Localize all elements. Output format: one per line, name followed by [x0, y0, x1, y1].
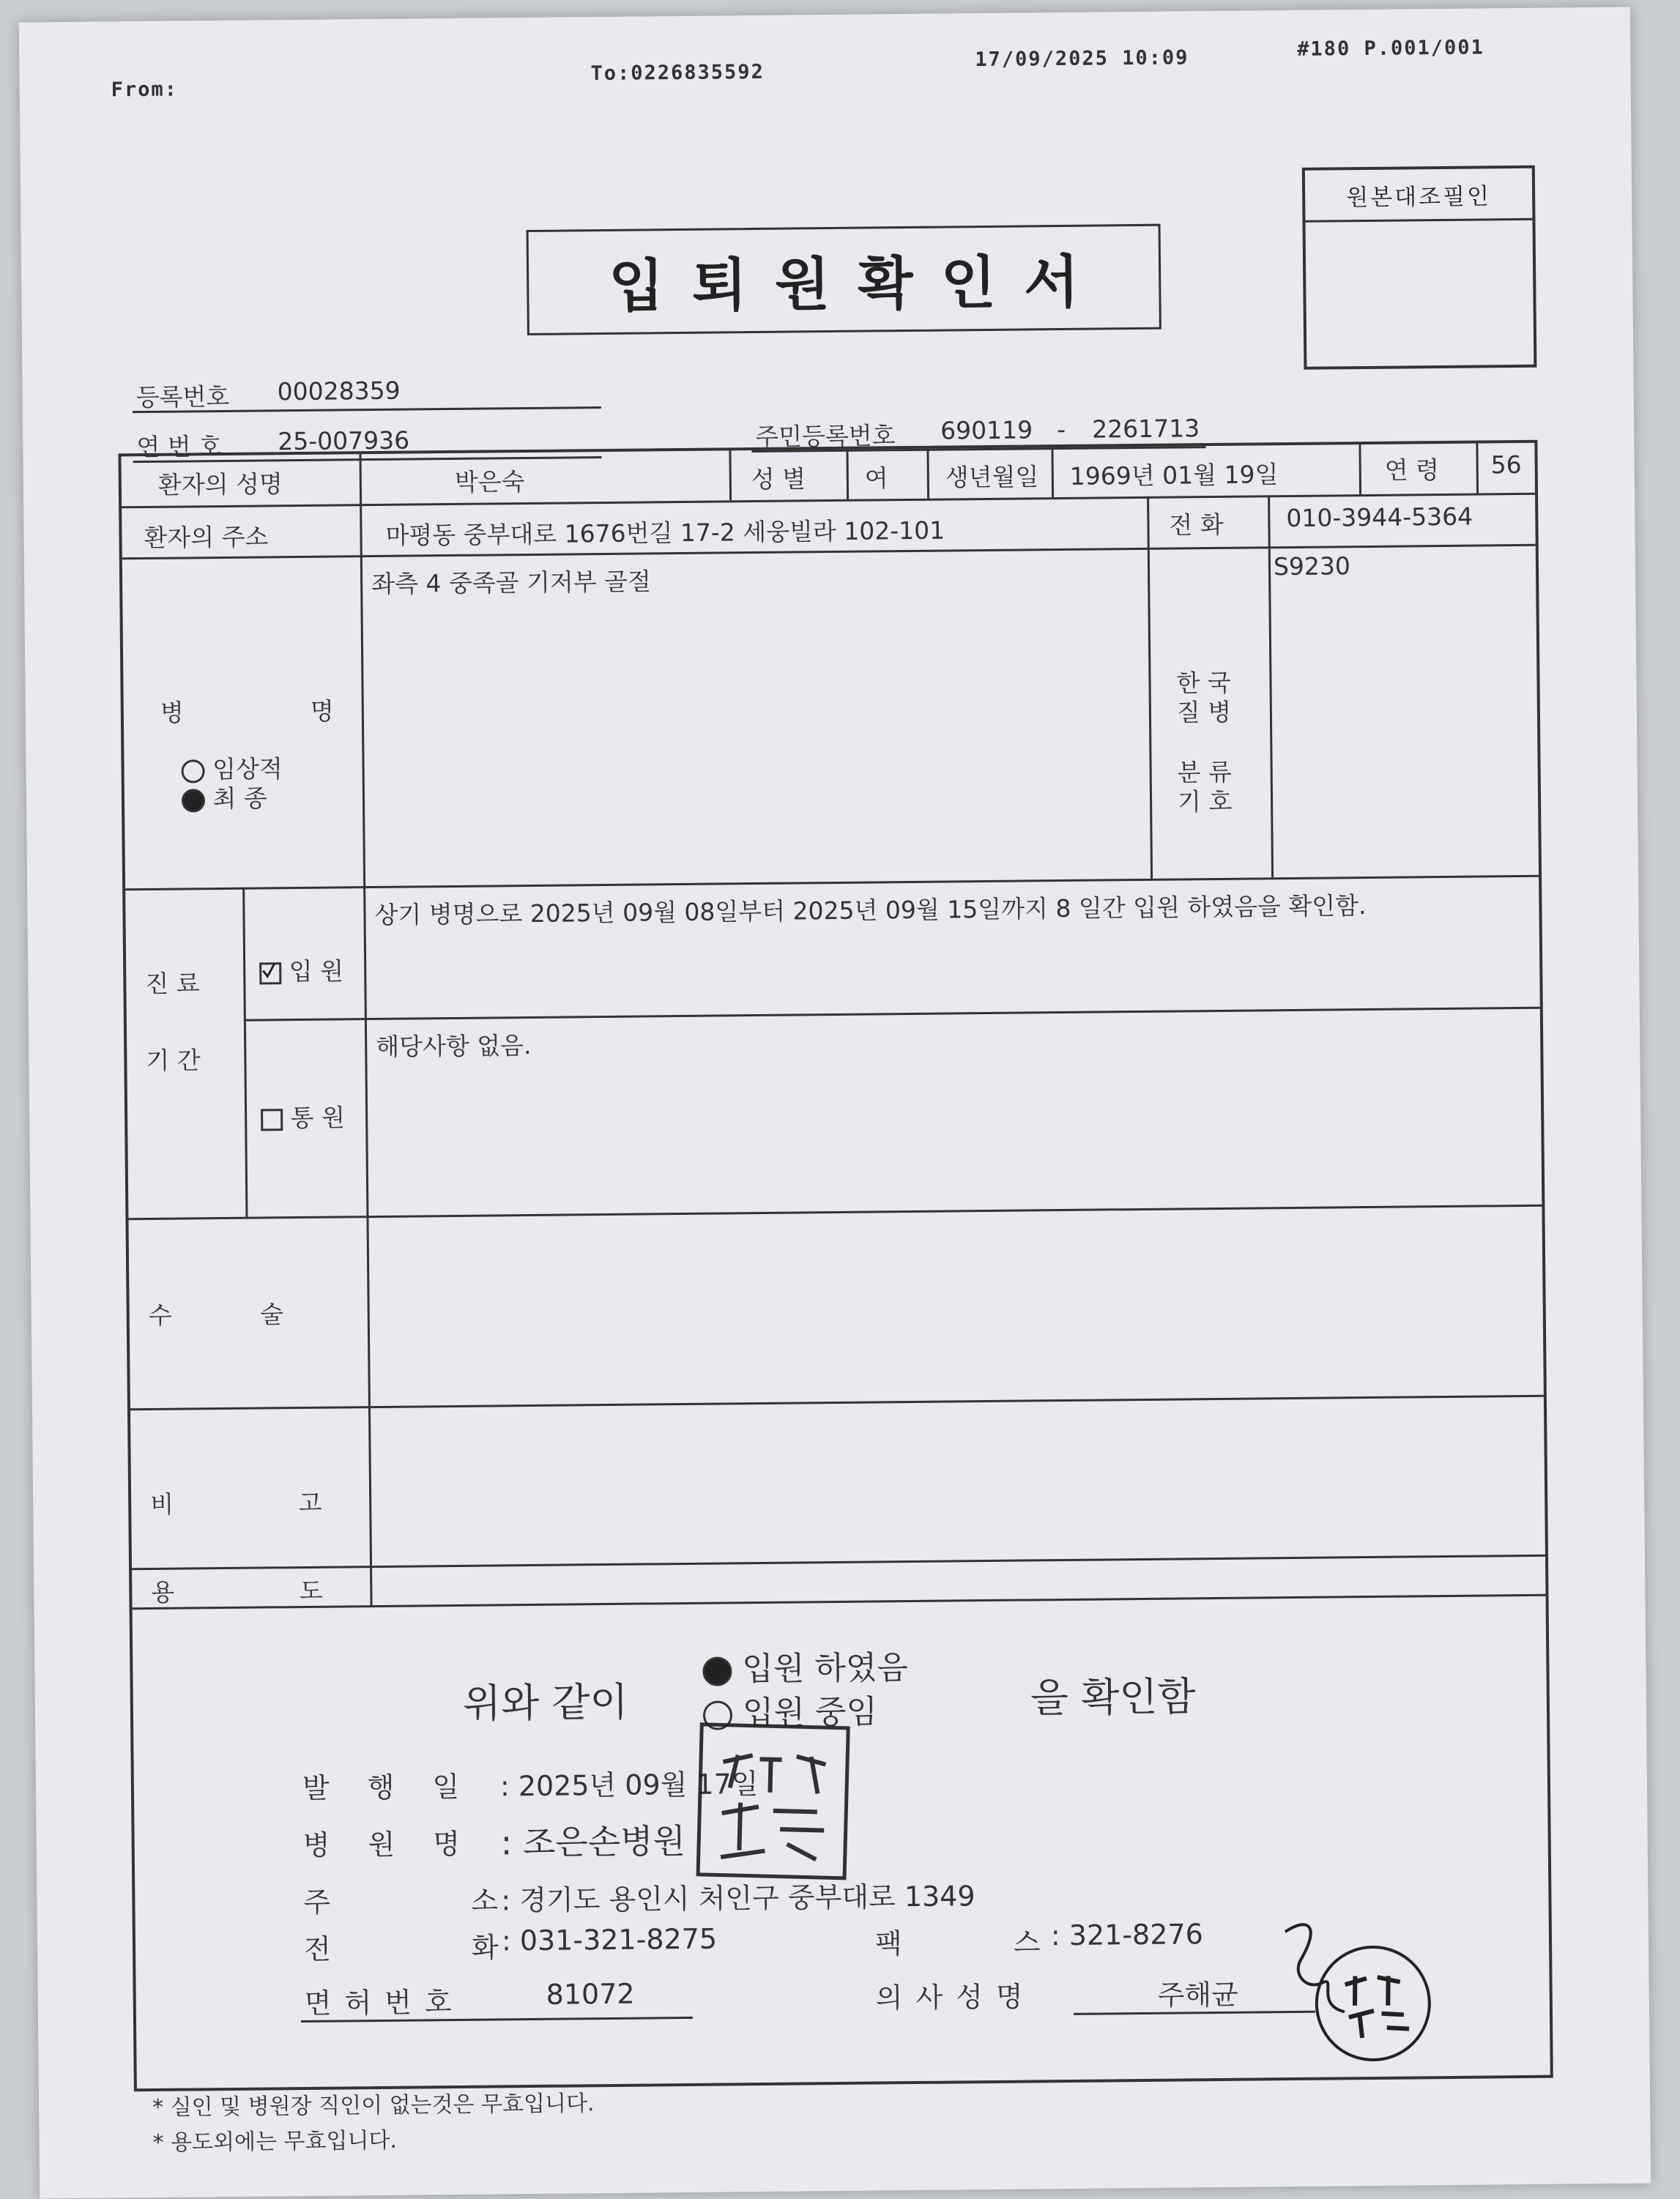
diagnosis-text: 좌측 4 중족골 기저부 골절	[371, 567, 652, 599]
form-table	[118, 440, 1553, 2092]
remarks-label: 비 고	[150, 1488, 322, 1519]
hospital-fax-label: 팩 스	[874, 1926, 1041, 1960]
col-line	[926, 449, 929, 499]
confirm-option-1	[702, 1641, 908, 1690]
kcd-label-1: 한 국	[1176, 668, 1231, 698]
hospital-fax: : 321-8276	[1050, 1918, 1203, 1952]
hospital-seal	[696, 1722, 850, 1880]
col-line	[1051, 447, 1054, 497]
row-line	[130, 1395, 1544, 1411]
confirm-suffix: 을 확인함	[1030, 1673, 1196, 1722]
registration-number-label: 등록번호	[135, 382, 230, 412]
opt-clinical-label: 임상적	[212, 754, 283, 784]
hospital-address: : 경기도 용인시 처인구 중부대로 1349	[501, 1880, 975, 1917]
surgery-label: 수 술	[148, 1300, 284, 1331]
inpatient-text: 상기 병명으로 2025년 09월 08일부터 2025년 09월 15일까지 8 일간 입원 하였음을 확인함.	[374, 891, 1367, 930]
radio-selected-icon	[182, 789, 205, 812]
issue-date: : 2025년 09월 17일	[499, 1768, 759, 1803]
col-line	[242, 888, 248, 1217]
hospital-name-label: 병 원 명	[302, 1827, 461, 1862]
address-label: 환자의 주소	[144, 522, 269, 553]
hospital-address-label: 주 소	[303, 1884, 499, 1919]
fax-datetime: 17/09/2025 10:09	[975, 46, 1189, 72]
hospital-phone-label: 전 화	[303, 1931, 499, 1966]
document-page	[19, 7, 1651, 2199]
outpatient-text: 해당사항 없음.	[376, 1030, 532, 1062]
col-line	[359, 454, 372, 1605]
patient-phone: 010-3944-5364	[1286, 502, 1473, 533]
col-line	[1476, 444, 1479, 494]
registration-number: 00028359	[277, 376, 401, 406]
patient-name-label: 환자의 성명	[157, 469, 283, 499]
original-confirmation-label: 원본대조필인	[1305, 168, 1533, 223]
note-2: * 용도외에는 무효입니다.	[152, 2127, 398, 2157]
document-title: 입퇴원확인서	[608, 249, 1107, 320]
row-line	[132, 1555, 1545, 1571]
radio-selected-icon	[702, 1656, 732, 1686]
kcd-label-3: 분 류	[1177, 757, 1233, 787]
resident-number-label: 주민등록번호	[755, 421, 896, 452]
fax-from: From:	[111, 78, 179, 102]
checkmark-icon	[260, 961, 278, 979]
hospital-phone: : 031-321-8275	[501, 1922, 718, 1957]
confirm-option-2-label: 입원 중임	[742, 1693, 878, 1733]
resident-number-back: 2261713	[1091, 414, 1200, 444]
checkbox-icon	[261, 1109, 283, 1131]
age-label: 연 령	[1384, 455, 1440, 485]
license-label: 면허번호	[304, 1985, 465, 2020]
doctor-name-label: 의사성명	[875, 1980, 1036, 2014]
kcd-label-2: 질 병	[1176, 697, 1232, 727]
resident-number-dash: -	[1057, 414, 1066, 444]
resident-number-front: 690119	[940, 415, 1033, 445]
sex: 여	[864, 464, 888, 493]
fax-page: #180 P.001/001	[1297, 36, 1484, 61]
col-line	[729, 450, 732, 500]
diagnosis-label-1: 병	[160, 698, 184, 727]
checkbox-checked-icon	[259, 962, 281, 984]
purpose-label: 용 도	[151, 1576, 323, 1607]
radio-icon	[181, 759, 204, 783]
col-line	[1147, 496, 1153, 879]
hospital-name: : 조은손병원	[500, 1821, 686, 1863]
title-box	[527, 224, 1161, 335]
diagnosis-label-2: 명	[310, 696, 334, 726]
kcd-label-4: 기 호	[1177, 786, 1233, 816]
kcd-code: S9230	[1273, 551, 1351, 581]
birth-date: 1969년 01월 19일	[1069, 460, 1279, 491]
period-label-1: 진 료	[145, 969, 200, 999]
col-line	[1359, 444, 1361, 494]
note-1: * 실인 및 병원장 직인이 없는것은 무효입니다.	[152, 2091, 595, 2121]
confirm-prefix: 위와 같이	[462, 1678, 628, 1727]
age: 56	[1490, 450, 1522, 480]
issue-date-label: 발 행 일	[302, 1770, 460, 1805]
sex-label: 성 별	[751, 464, 806, 494]
serial-number-label: 연 번 호	[136, 431, 223, 462]
inpatient-option	[259, 952, 343, 987]
outpatient-label: 통 원	[290, 1103, 346, 1133]
patient-name: 박은숙	[454, 467, 525, 496]
row-line	[128, 1205, 1542, 1221]
opt-final-label: 최 종	[212, 784, 267, 814]
birth-label: 생년월일	[945, 462, 1039, 492]
inpatient-label: 입 원	[289, 956, 344, 986]
diagnosis-option-final	[182, 779, 267, 814]
row-line	[244, 1007, 1540, 1022]
fax-to: To:0226835592	[590, 60, 765, 86]
period-label-2: 기 간	[146, 1046, 201, 1076]
phone-label: 전 화	[1169, 510, 1224, 540]
serial-number: 25-007936	[278, 425, 410, 456]
confirm-option-1-label: 입원 하였음	[742, 1649, 909, 1689]
doctor-signature	[1278, 1916, 1367, 2020]
col-line	[846, 450, 849, 499]
hospital-seal-mark	[705, 1732, 841, 1870]
outpatient-option	[261, 1098, 345, 1134]
original-confirmation-box	[1302, 165, 1537, 370]
license-number: 81072	[546, 1977, 635, 2011]
patient-address: 마평동 중부대로 1676번길 17-2 세웅빌라 102-101	[385, 516, 945, 550]
row-line	[133, 1594, 1546, 1610]
doctor-name: 주해균	[1157, 1978, 1239, 2012]
